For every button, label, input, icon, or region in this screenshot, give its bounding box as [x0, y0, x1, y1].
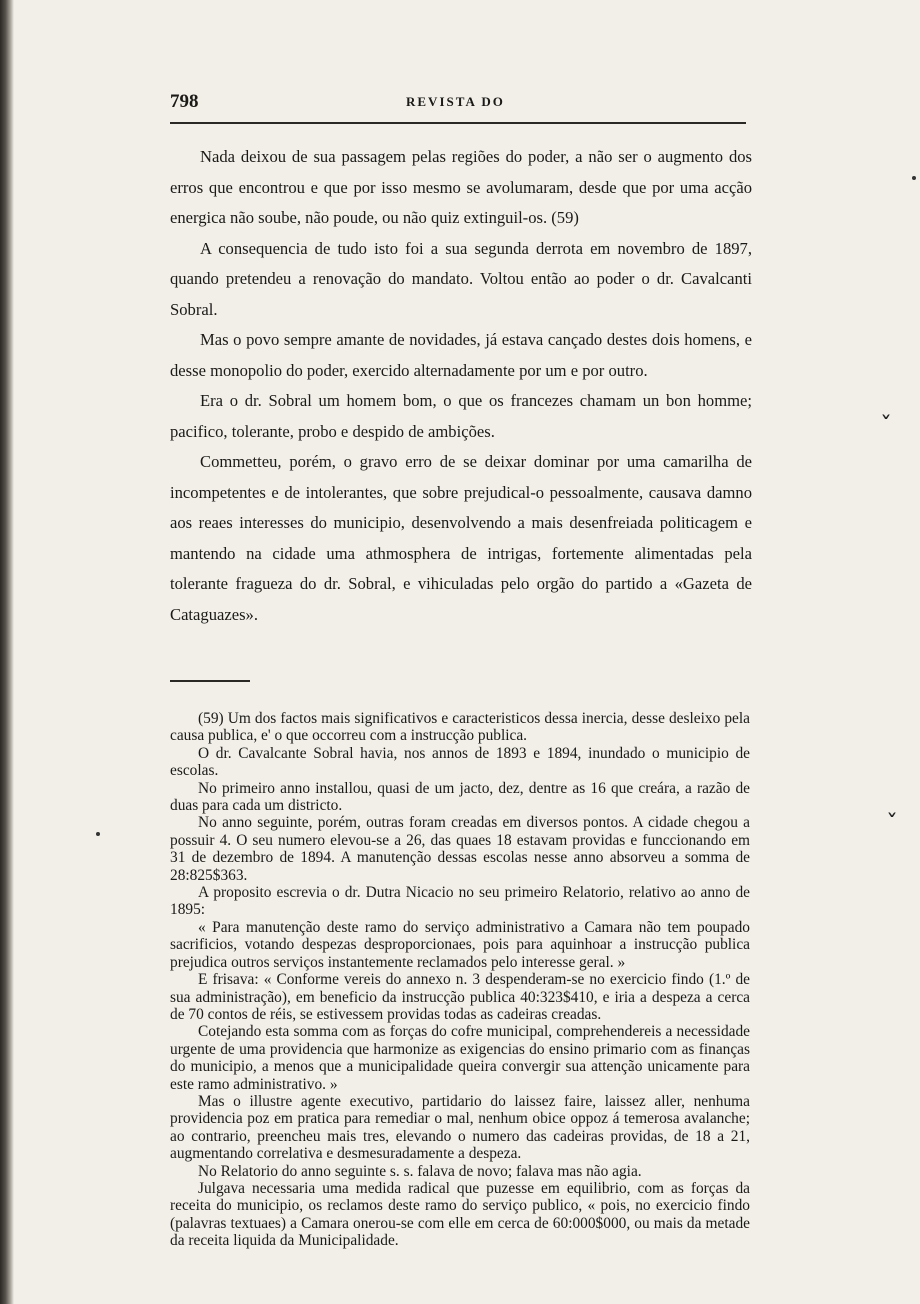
margin-tick-mark: ˇ [880, 412, 892, 440]
footnote-paragraph: Mas o illustre agente executivo, partidario do laissez faire, laissez aller, nenhuma providencia poz em pratica para remediar o mal, nenhum obice oppoz á temerosa avalanche; ao contrario, preencheu mais tres, elevando o numero das cadeiras providas, de 18 a 21, augmentando correlativa e desmesuradamente a despeza. [170, 1092, 750, 1163]
footnote-paragraph: Julgava necessaria uma medida radical que puzesse em equilibrio, com as forças da receita do municipio, os reclamos deste ramo do serviço publico, « pois, no exercicio findo (palavras textuaes) a Camara onerou-se com elle em cerca de 60:000$000, ou mais da metade da receita liquida da Municipalidade. [170, 1179, 750, 1250]
main-text [170, 142, 752, 630]
header-rule [170, 122, 746, 124]
footnote-paragraph: No Relatorio do anno seguinte s. s. falava de novo; falava mas não agia. [198, 1162, 642, 1180]
footnotes [170, 710, 750, 1250]
footnote-paragraph: No anno seguinte, porém, outras foram creadas em diversos pontos. A cidade chegou a possuir 4. O seu numero elevou-se a 26, das quaes 18 estavam providas e funccionando em 31 de dezembro de 1894. A manutenção dessas escolas nesse anno absorveu a somma de 28:825$363. [170, 814, 750, 884]
margin-speck [912, 176, 916, 180]
body-paragraph: Nada deixou de sua passagem pelas regiões do poder, a não ser o augmento dos erros que encontrou e que por isso mesmo se avolumaram, desde que por uma acção energica não soube, não poude, ou não quiz extinguil-os. (59) [170, 147, 752, 227]
running-head: REVISTA DO [406, 94, 505, 109]
footnote-paragraph: No primeiro anno installou, quasi de um jacto, dez, dentre as 16 que creára, a razão de duas para cada um districto. [170, 779, 750, 815]
page-header [170, 88, 770, 116]
footnote-paragraph: « Para manutenção deste ramo do serviço administrativo a Camara não tem poupado sacrificios, votando despezas desproporcionaes, pois para aquinhoar a instrucção publica prejudica outros serviços instantemente reclamados pelo interesse geral. » [170, 918, 750, 971]
footnote-paragraph: Cotejando esta somma com as forças do cofre municipal, comprehendereis a necessidade urgente de uma providencia que harmonize as exigencias do ensino primario com as finanças do municipio, a menos que a municipalidade queira convergir sua attenção unicamente para este ramo administrativo. » [170, 1023, 750, 1093]
footnote-paragraph: (59) Um dos factos mais significativos e caracteristicos dessa inercia, desse desleixo pela causa publica, e' o que occorreu com a instrucção publica. [170, 710, 750, 745]
page-number: 798 [170, 91, 199, 112]
page [170, 88, 770, 1250]
body-paragraph: Mas o povo sempre amante de novidades, já estava cançado destes dois homens, e desse monopolio do poder, exercido alternadamente por um e por outro. [170, 330, 752, 380]
margin-tick-mark: ˇ [886, 810, 898, 838]
footnote-paragraph: O dr. Cavalcante Sobral havia, nos annos de 1893 e 1894, inundado o municipio de escolas. [170, 744, 750, 780]
body-paragraph: Commetteu, porém, o gravo erro de se deixar dominar por uma camarilha de incompetentes e de intolerantes, que sobre prejudical-o pessoalmente, causava damno aos reaes interesses do municipio, desenvolvendo a mais desenfreiada politicagem e mantendo na cidade uma athmosphera de intrigas, fortemente alimentadas pela tolerante fragueza do dr. Sobral, e vihiculadas pelo orgão do partido a «Gazeta de Cataguazes». [170, 452, 752, 624]
body-paragraph: Era o dr. Sobral um homem bom, o que os francezes chamam un bon homme; pacifico, tolerante, probo e despido de ambições. [170, 391, 752, 441]
footnote-paragraph: E frisava: « Conforme vereis do annexo n. 3 despenderam-se no exercicio findo (1.º de sua administração), em beneficio da instrucção publica 40:323$410, e iria a despeza a cerca de 70 contos de réis, se estivessem providas todas as cadeiras creadas. [170, 971, 750, 1023]
margin-speck [96, 832, 100, 836]
footnote-paragraph: A proposito escrevia o dr. Dutra Nicacio no seu primeiro Relatorio, relativo ao anno de 1895: [170, 884, 750, 919]
body-paragraph: A consequencia de tudo isto foi a sua segunda derrota em novembro de 1897, quando pretendeu a renovação do mandato. Voltou então ao poder o dr. Cavalcanti Sobral. [170, 238, 752, 319]
footnote-separator [170, 680, 250, 682]
book-spine-shadow [0, 0, 14, 1304]
